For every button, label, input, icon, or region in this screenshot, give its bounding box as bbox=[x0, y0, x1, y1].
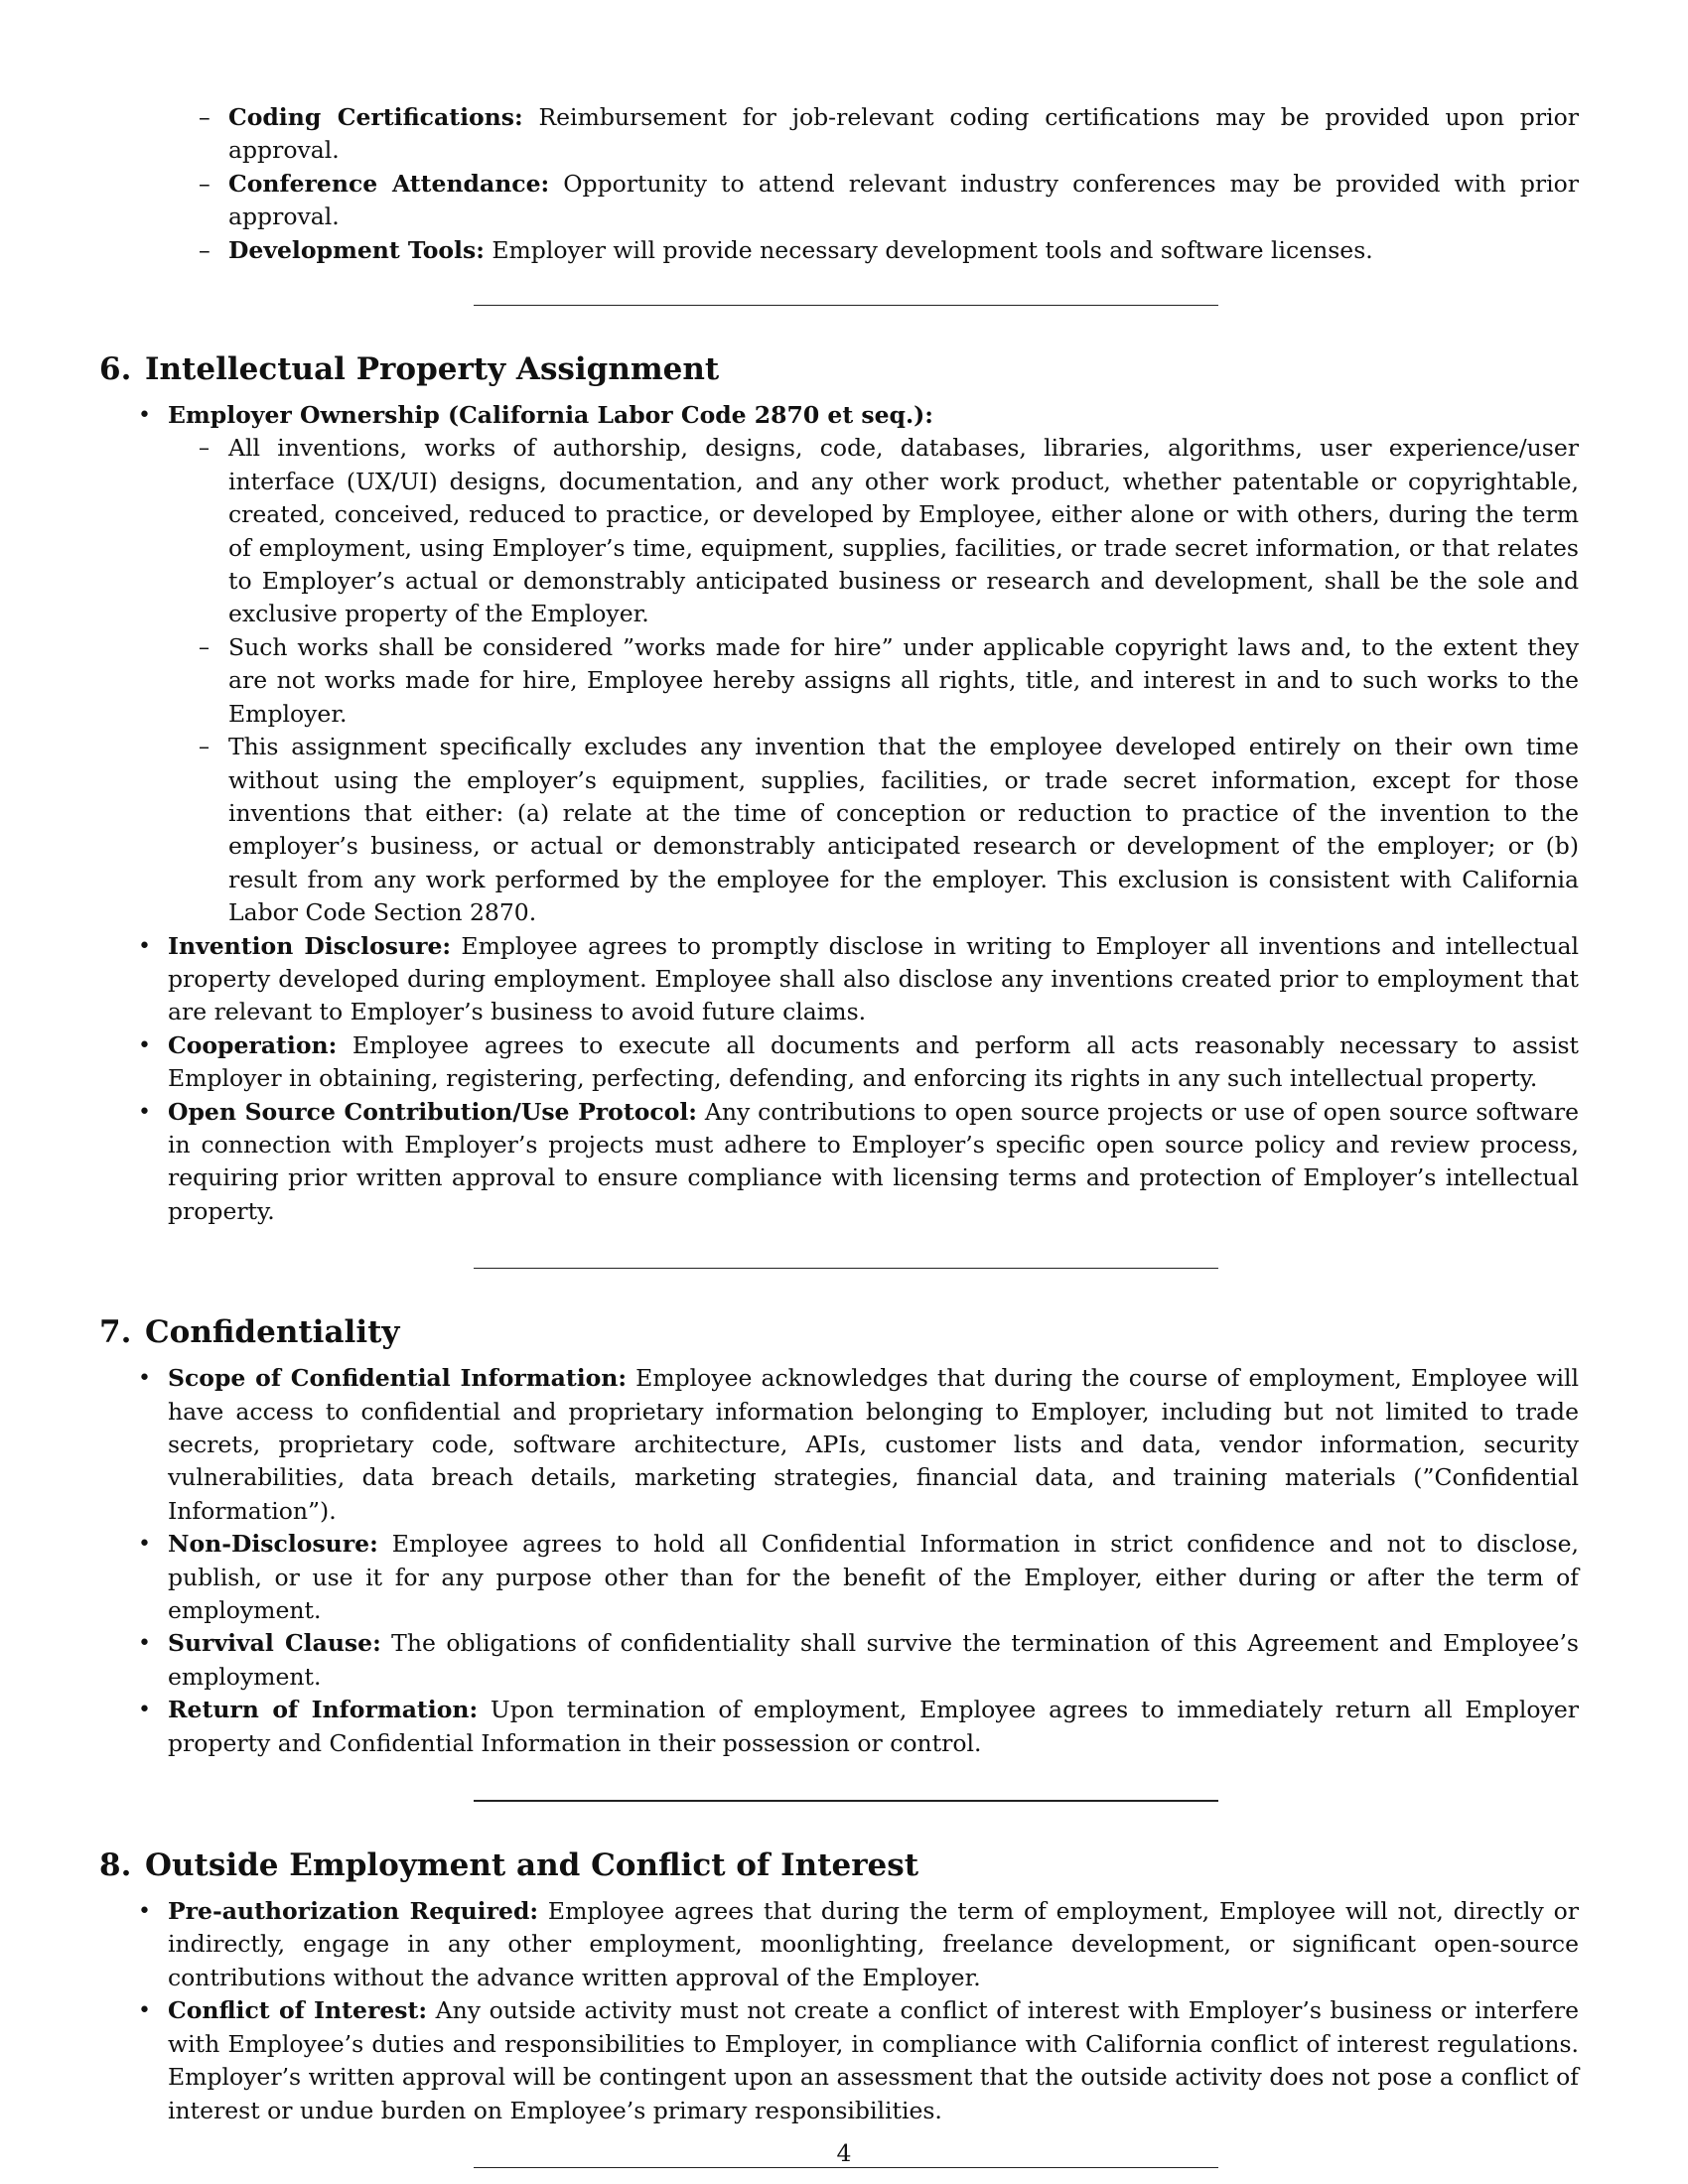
dash-marker: – bbox=[199, 436, 210, 462]
item-text: Employee agrees to execute all documents and perform all acts reasonably necessary to assist Employer in obtaining, registering, perfecting, defending, and enforcing its rights in any such intellectual property. bbox=[168, 1030, 1579, 1093]
list-item bbox=[199, 101, 1579, 168]
list-item bbox=[138, 1694, 1579, 1760]
section-divider bbox=[474, 2167, 1218, 2168]
item-text: Employee agrees that during the term of employment, Employee will not, directly or indirectly, engage in any other employment, moonlighting, freelance development, or significant open-source contributions without the advance written approval of the Employer. bbox=[168, 1897, 1579, 1991]
item-label: Survival Clause: bbox=[168, 1629, 381, 1658]
item-label: Scope of Confidential Information: bbox=[168, 1364, 628, 1393]
item-text: Reimbursement for job-relevant coding certifications may be provided upon prior approval. bbox=[228, 103, 1579, 165]
section-heading: Intellectual Property Assignment bbox=[145, 351, 720, 388]
item-text: Opportunity to attend relevant industry conferences may be provided with prior approval. bbox=[228, 169, 1579, 231]
dash-marker: – bbox=[199, 634, 210, 660]
item-label: Non-Disclosure: bbox=[168, 1530, 378, 1559]
item-label: Conference Attendance: bbox=[228, 169, 550, 198]
bullet-marker: • bbox=[138, 403, 151, 429]
bullet-marker: • bbox=[138, 1631, 151, 1657]
section-heading: Outside Employment and Conflict of Interest bbox=[145, 1847, 919, 1884]
sub-item-text: Such works shall be considered ”works made for hire” under applicable copyright laws and, to the extent they are not works made for hire, Employee hereby assigns all rights, title, and interest in and to such works to the Employer. bbox=[228, 632, 1579, 728]
item-label: Cooperation: bbox=[168, 1030, 338, 1059]
dash-marker: – bbox=[199, 235, 211, 264]
item-label: Employer Ownership (California Labor Code 2870 et seq.): bbox=[168, 401, 933, 430]
section-number: 7. bbox=[99, 1314, 132, 1351]
section-7-title bbox=[99, 1312, 1589, 1352]
dash-marker: – bbox=[199, 103, 211, 131]
section-heading: Confidentiality bbox=[145, 1314, 400, 1351]
section-divider bbox=[474, 1268, 1218, 1269]
section-number: 8. bbox=[99, 1847, 132, 1884]
list-item bbox=[199, 234, 1579, 267]
item-label: Return of Information: bbox=[168, 1696, 479, 1724]
item-text: Employee agrees to hold all Confidential Information in strict confidence and not to disclose, publish, or use it for any purpose other than for the benefit of the Employer, either during or after the term of employment. bbox=[168, 1530, 1579, 1625]
list-item bbox=[138, 930, 1580, 1029]
page-number: 4 bbox=[836, 2139, 852, 2167]
item-label: Conflict of Interest: bbox=[168, 1996, 428, 2025]
section-8-list bbox=[138, 1895, 1579, 2127]
bullet-marker: • bbox=[138, 1698, 151, 1723]
sub-list-item bbox=[199, 631, 1579, 731]
item-text: Employer will provide necessary development tools and software licenses. bbox=[484, 235, 1373, 264]
section-7-list bbox=[138, 1362, 1579, 1760]
item-text: Upon termination of employment, Employee agrees to immediately return all Employer property and Confidential Information in their possession or control. bbox=[168, 1696, 1579, 1757]
item-label: Pre-authorization Required: bbox=[168, 1897, 539, 1926]
item-text: Employee acknowledges that during the course of employment, Employee will have access to confidential and proprietary information belonging to Employer, including but not limited to trade secrets, proprietary code, software architecture, APIs, customer lists and data, vendor information, security vulnerabilities, data breach details, marketing strategies, financial data, and training materials (”Confidential Information”). bbox=[168, 1364, 1579, 1525]
item-label: Invention Disclosure: bbox=[168, 931, 452, 960]
dash-marker: – bbox=[199, 735, 210, 760]
bullet-marker: • bbox=[138, 1099, 151, 1125]
item-text: Any outside activity must not create a conflict of interest with Employer’s business or interfere with Employee’s duties and responsibilities to Employer, in compliance with California conflict of interest regulations. Employer’s written approval will be contingent upon an assessment that the outside activity does not pose a conflict of interest or undue burden on Employee’s primary responsibilities. bbox=[168, 1996, 1579, 2124]
item-text: The obligations of confidentiality shall survive the termination of this Agreement and Employee’s employment. bbox=[168, 1629, 1579, 1691]
section-8-title bbox=[99, 1845, 1589, 1885]
list-item bbox=[138, 1362, 1579, 1528]
benefits-continuation-list bbox=[199, 101, 1579, 267]
document-page bbox=[99, 101, 1589, 2168]
list-item bbox=[138, 1895, 1579, 1994]
bullet-marker: • bbox=[138, 1899, 151, 1925]
sub-item-text: This assignment specifically excludes any invention that the employee developed entirely on their own time without using the employer’s equipment, supplies, facilities, or trade secret information, except for those inventions that either: (a) relate at the time of conception or reduction to practice of the invention to the employer’s business, or actual or demonstrably anticipated research or development of the employer; or (b) result from any work performed by the employee for the employer. This exclusion is consistent with California Labor Code Section 2870. bbox=[228, 733, 1579, 927]
item-text: Any contributions to open source projects or use of open source software in connection with Employer’s projects must adhere to Employer’s specific open source policy and review process, requiring prior written approval to ensure compliance with licensing terms and protection of Employer’s intellectual property. bbox=[168, 1097, 1579, 1225]
list-item bbox=[138, 399, 1579, 930]
section-number: 6. bbox=[99, 351, 132, 388]
dash-marker: – bbox=[199, 169, 211, 198]
ownership-sublist bbox=[199, 432, 1579, 929]
item-label: Open Source Contribution/Use Protocol: bbox=[168, 1097, 697, 1126]
sub-list-item bbox=[199, 731, 1579, 929]
section-divider bbox=[474, 305, 1218, 306]
section-divider bbox=[474, 1800, 1218, 1802]
section-6-list bbox=[138, 399, 1580, 1228]
bullet-marker: • bbox=[138, 1532, 151, 1558]
list-item bbox=[138, 1528, 1579, 1627]
item-label: Coding Certifications: bbox=[228, 103, 523, 131]
list-item bbox=[138, 1029, 1579, 1096]
item-label: Development Tools: bbox=[228, 235, 485, 264]
item-text: Employee agrees to promptly disclose in writing to Employer all inventions and intellectual property developed during employment. Employee shall also disclose any inventions created prior to employment that are relevant to Employer’s business to avoid future claims. bbox=[168, 931, 1580, 1026]
sub-list-item bbox=[199, 432, 1579, 630]
bullet-marker: • bbox=[138, 1032, 151, 1058]
list-item bbox=[138, 1994, 1579, 2127]
bullet-marker: • bbox=[138, 1366, 151, 1392]
bullet-marker: • bbox=[138, 1998, 151, 2024]
bullet-marker: • bbox=[138, 933, 151, 959]
sub-item-text: All inventions, works of authorship, designs, code, databases, libraries, algorithms, user experience/user interface (UX/UI) designs, documentation, and any other work product, whether patentable or copyrightable, created, conceived, reduced to practice, or developed by Employee, either alone or with others, during the term of employment, using Employer’s time, equipment, supplies, facilities, or trade secret information, or that relates to Employer’s actual or demonstrably anticipated business or research and development, shall be the sole and exclusive property of the Employer. bbox=[228, 434, 1579, 628]
list-item bbox=[138, 1627, 1579, 1694]
list-item bbox=[138, 1096, 1579, 1229]
list-item bbox=[199, 168, 1579, 234]
section-6-title bbox=[99, 349, 1589, 389]
